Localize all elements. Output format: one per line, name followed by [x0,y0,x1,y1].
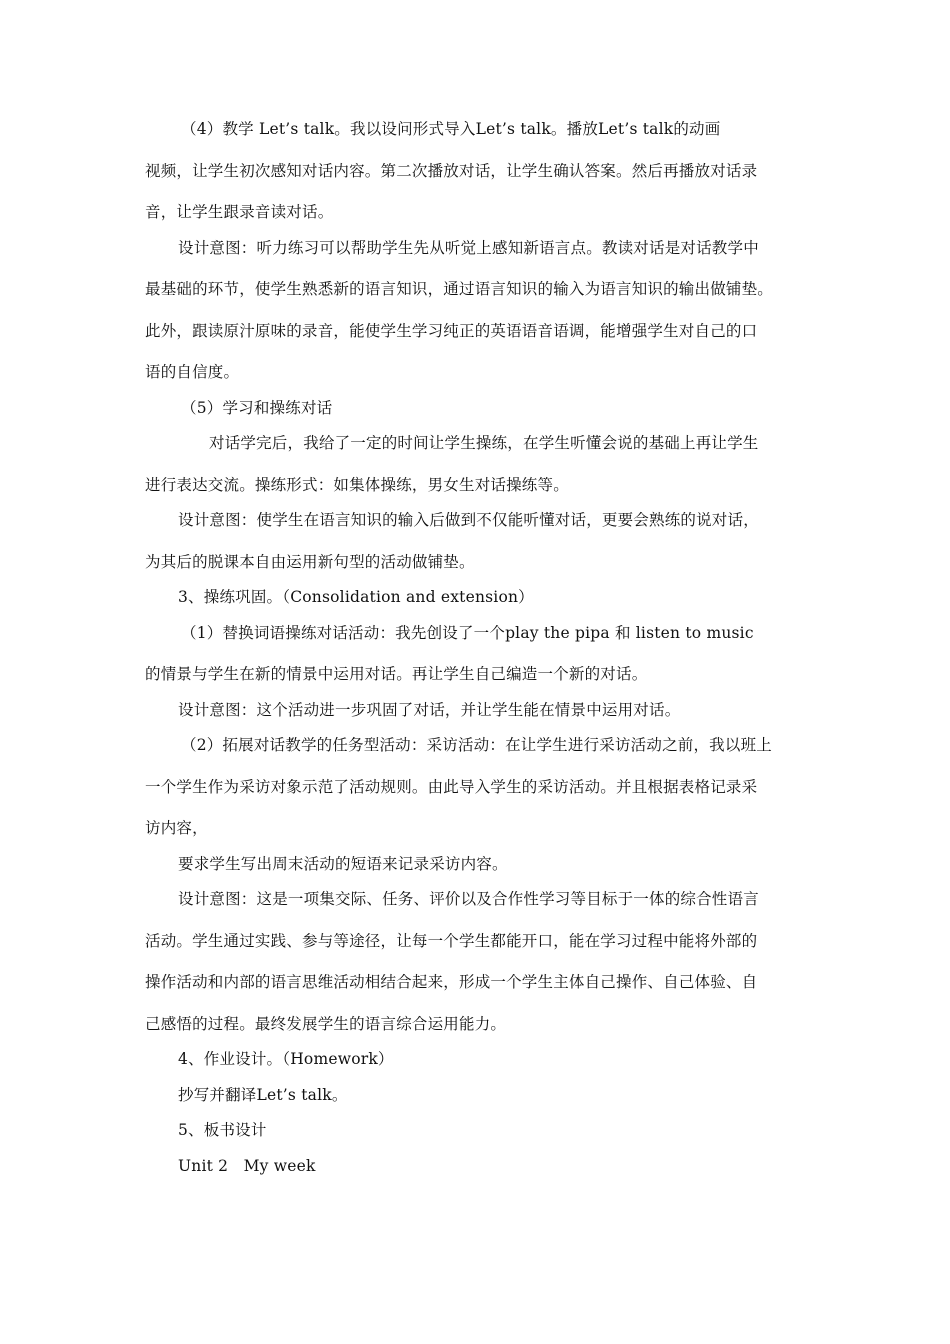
text-line: 己感悟的过程。最终发展学生的语言综合运用能力。 [145,1014,507,1033]
text-line: 最基础的环节，使学生熟悉新的语言知识，通过语言知识的输入为语言知识的输出做铺垫。 [145,280,774,298]
text-line: 音，让学生跟录音读对话。 [145,203,334,221]
text-line: 活动。学生通过实践、参与等途径，让每一个学生都能开口，能在学习过程中能将外部的 [145,931,758,950]
paragraph-practice-desc [145,436,810,493]
text-line: （4）教学 Let’s talk。我以设问形式导入Let’s talk。播放Let’s talk的动画 [181,120,721,138]
paragraph-design-intent-4 [145,892,810,1032]
paragraph-substitution [145,623,810,683]
section-heading-3 [145,590,810,606]
document-body [145,122,810,1194]
paragraph-design-intent-1 [145,238,810,381]
paragraph-teach-lets-talk [145,122,810,221]
text-line: 此外，跟读原汁原味的录音，能使学生学习纯正的英语语音语调，能增强学生对自己的口 [145,321,758,340]
paragraph-design-intent-2 [145,513,810,570]
text-line: 设计意图：这个活动进一步巩固了对话，并让学生能在情景中运用对话。 [178,700,681,719]
paragraph-practice-heading [145,398,810,417]
text-line: 视频，让学生初次感知对话内容。第二次播放对话，让学生确认答案。然后再播放对话录 [145,161,758,180]
text-line: （2）拓展对话教学的任务型活动：采访活动：在让学生进行采访活动之前，我以班上 [181,736,772,754]
text-line: 一个学生作为采访对象示范了活动规则。由此导入学生的采访活动。并且根据表格记录采 [145,777,758,796]
section-heading-5 [145,1123,810,1139]
text-line: 设计意图：这是一项集交际、任务、评价以及合作性学习等目标于一体的综合性语言 [178,890,759,908]
text-line: 对话学完后，我给了一定的时间让学生操练，在学生听懂会说的基础上再让学生 [209,434,759,452]
text-line: 抄写并翻译Let’s talk。 [178,1085,348,1104]
text-line: 为其后的脱课本自由运用新句型的活动做铺垫。 [145,552,475,571]
text-line: 设计意图：听力练习可以帮助学生先从听觉上感知新语言点。教读对话是对话教学中 [178,238,759,257]
text-line: 的情景与学生在新的情景中运用对话。再让学生自己编造一个新的对话。 [145,665,648,683]
paragraph-homework-task [145,1085,810,1104]
text-line: 设计意图：使学生在语言知识的输入后做到不仅能听懂对话，更要会熟练的说对话， [178,511,759,529]
text-line: 要求学生写出周末活动的短语来记录采访内容。 [178,854,508,873]
text-line: 进行表达交流。操练形式：如集体操练，男女生对话操练等。 [145,475,569,494]
section-heading-4 [145,1052,810,1068]
text-line: Unit 2 My week [178,1156,316,1175]
text-line: 操作活动和内部的语言思维活动相结合起来，形成一个学生主体自己操作、自己体验、自 [145,973,758,991]
paragraph-design-intent-3 [145,700,810,719]
text-line: （5）学习和操练对话 [181,398,333,417]
text-line: 访内容， [145,819,208,837]
board-unit-title [145,1156,810,1175]
paragraph-interview-req [145,854,810,873]
text-line: 4、作业设计。（Homework） [178,1050,394,1068]
text-line: 语的自信度。 [145,363,240,381]
text-line: （1）替换词语操练对话活动：我先创设了一个play the pipa 和 listen to music [181,623,754,642]
paragraph-interview [145,738,810,837]
text-line: 5、板书设计 [178,1121,267,1139]
text-line: 3、操练巩固。（Consolidation and extension） [178,588,534,606]
